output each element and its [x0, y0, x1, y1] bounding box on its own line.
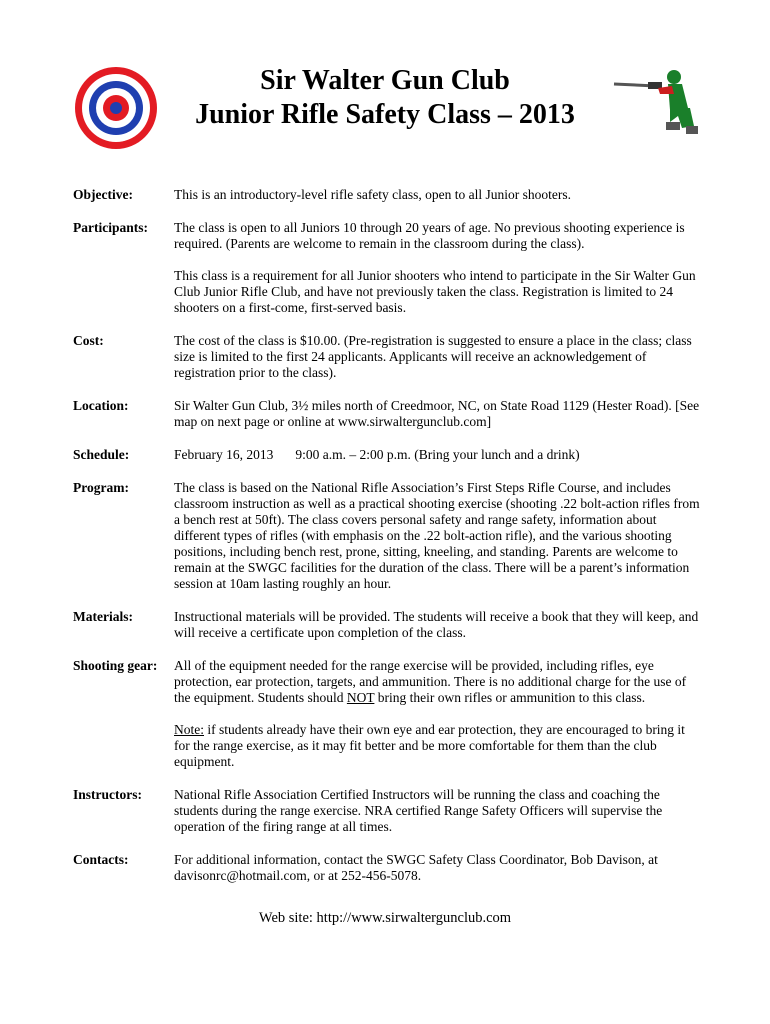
website-footer: Web site: http://www.sirwaltergunclub.com: [258, 910, 512, 926]
materials-section: [73, 609, 703, 641]
participants-text-2: This class is a requirement for all Junior shooters who intend to participate in the Sir Walter Gun Club Junior Rifle Club, and have not previously taken the class. Registration is limited to 24 shooters on a first-come, first-served basis.: [174, 268, 696, 315]
document-header: [0, 62, 770, 142]
contacts-text: For additional information, contact the SWGC Safety Class Coordinator, Bob Davison, at davisonrc@hotmail.com, or at 252-456-5078.: [174, 852, 658, 883]
schedule-section: [73, 447, 703, 463]
objective-text: This is an introductory-level rifle safety class, open to all Junior shooters.: [174, 187, 572, 202]
location-text: Sir Walter Gun Club, 3½ miles north of Creedmoor, NC, on State Road 1129 (Hester Road). [See map on next page or online at www.sirwaltergunclub.com]: [174, 398, 700, 429]
contacts-label: Contacts:: [73, 852, 129, 867]
objective-label: Objective:: [73, 187, 133, 202]
shooting-gear-label: Shooting gear:: [73, 658, 158, 673]
materials-label: Materials:: [73, 609, 133, 624]
shooting-gear-section: [73, 658, 703, 770]
schedule-date: February 16, 2013: [174, 447, 274, 462]
schedule-label: Schedule:: [73, 447, 130, 462]
cost-section: [73, 333, 703, 381]
instructors-text: National Rifle Association Certified Instructors will be running the class and coaching the students during the range exercise. NRA certified Range Safety Officers will supervise the operation of the firing range at all times.: [174, 787, 663, 834]
location-section: [73, 398, 703, 430]
schedule-time: 9:00 a.m. – 2:00 p.m. (Bring your lunch and a drink): [295, 447, 580, 462]
location-label: Location:: [73, 398, 129, 413]
contacts-section: [73, 852, 703, 884]
shooting-gear-note: Note: if students already have their own eye and ear protection, they are encouraged to bring it for the range exercise, as it may fit better and be more comfortable for them than the club equipment.: [174, 722, 685, 769]
participants-section: [73, 220, 703, 316]
objective-section: [73, 187, 703, 203]
title-line-1: Sir Walter Gun Club: [260, 65, 510, 96]
program-text: The class is based on the National Rifle Association’s First Steps Rifle Course, and includes classroom instruction as well as a practical shooting exercise (shooting .22 bolt-action rifles from a bench rest at 50ft). The class covers personal safety and range safety, information about different types of rifles (with emphasis on the .22 bolt-action rifle), and the various shooting positions, including bench rest, prone, sitting, kneeling, and standing. Parents are welcome to remain at the SWGC facilities for the duration of the class. There will be a parent’s information session at 10am lasting roughly an hour.: [174, 480, 700, 591]
note-label: Note:: [174, 722, 204, 737]
program-label: Program:: [73, 480, 129, 495]
title-line-2: Junior Rifle Safety Class – 2013: [195, 99, 575, 130]
shooting-gear-text: All of the equipment needed for the range exercise will be provided, including rifles, eye protection, ear protection, targets, and ammunition. There is no additional charge for the use of the equipment. Students should NOT bring their own rifles or ammunition to this class.: [174, 658, 687, 705]
class-details: [73, 187, 703, 884]
participants-text-1: The class is open to all Juniors 10 through 20 years of age. No previous shooting experience is required. (Parents are welcome to remain in the classroom during the class).: [174, 220, 685, 251]
cost-label: Cost:: [73, 333, 104, 348]
instructors-section: [73, 787, 703, 835]
program-section: [73, 480, 703, 592]
kneeling-shooter-icon: [612, 68, 704, 138]
instructors-label: Instructors:: [73, 787, 142, 802]
not-emphasis: NOT: [346, 690, 375, 705]
materials-text: Instructional materials will be provided. The students will receive a book that they will keep, and will receive a certificate upon completion of the class.: [174, 609, 699, 640]
cost-text: The cost of the class is $10.00. (Pre-registration is suggested to ensure a place in the class; class size is limited to the first 24 applicants. Applicants will receive an acknowledgement of registration prior to the class).: [174, 333, 692, 380]
participants-label: Participants:: [73, 220, 148, 235]
